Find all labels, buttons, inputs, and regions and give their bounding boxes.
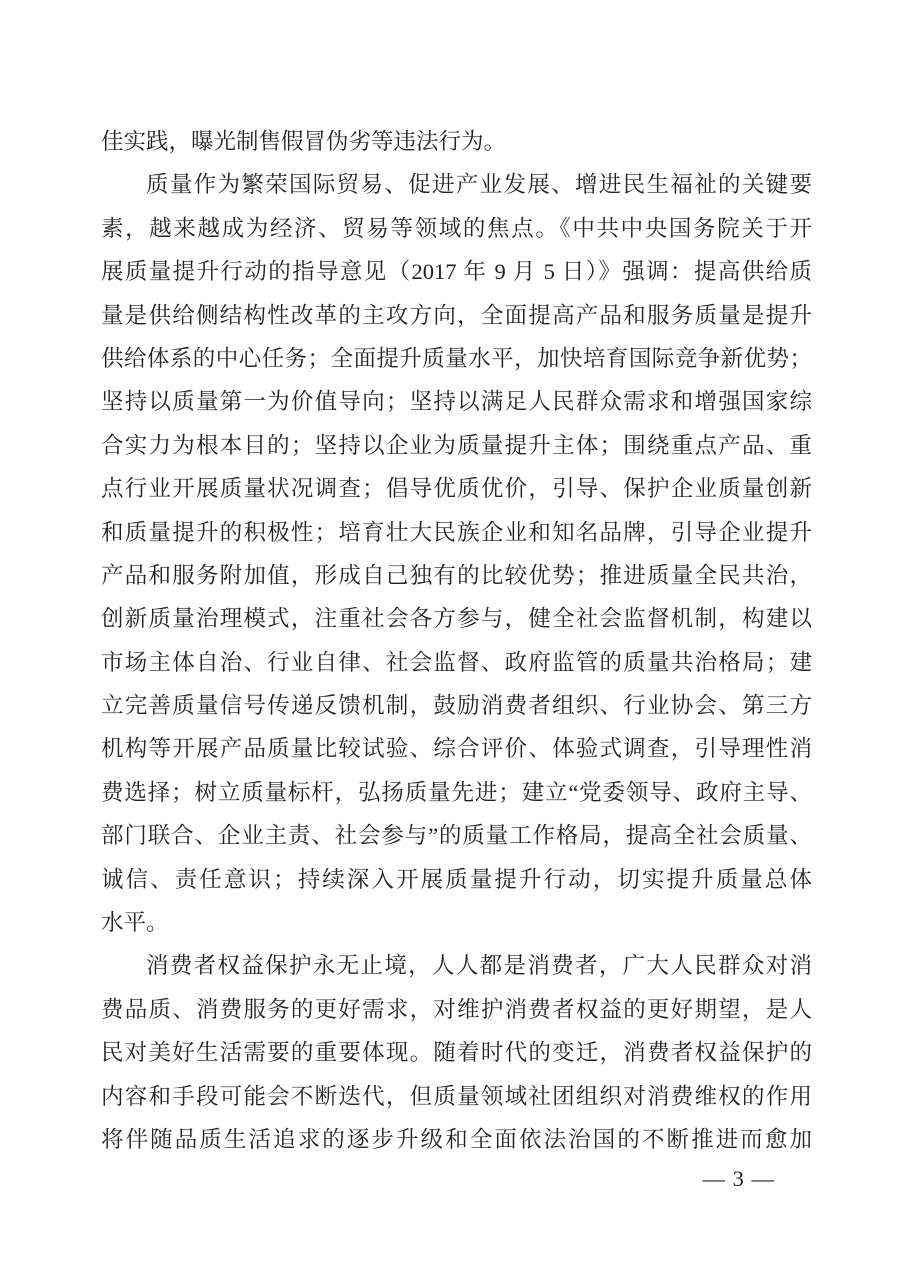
text-line: 部门联合、企业主责、社会参与”的质量工作格局，提高全社会质量、 (101, 823, 812, 849)
text-line: 量是供给侧结构性改革的主攻方向，全面提高产品和服务质量是提升 (101, 302, 812, 328)
text-line: 内容和手段可能会不断迭代，但质量领域社团组织对消费维权的作用 (101, 1083, 812, 1109)
text-line: 合实力为根本目的；坚持以企业为质量提升主体；围绕重点产品、重 (101, 432, 812, 458)
text-line: 机构等开展产品质量比较试验、综合评价、体验式调查，引导理性消 (101, 736, 812, 762)
text-line: 产品和服务附加值，形成自己独有的比较优势；推进质量全民共治， (101, 562, 812, 588)
text-line: 点行业开展质量状况调查；倡导优质优价，引导、保护企业质量创新 (101, 476, 812, 502)
text-line: 质量作为繁荣国际贸易、促进产业发展、增进民生福祉的关键要 (146, 172, 812, 198)
text-line: 创新质量治理模式，注重社会各方参与，健全社会监督机制，构建以 (101, 606, 812, 632)
text-line: 坚持以质量第一为价值导向；坚持以满足人民群众需求和增强国家综 (101, 389, 812, 415)
page-number: — 3 — (702, 1166, 775, 1191)
text-line: 消费者权益保护永无止境，人人都是消费者，广大人民群众对消 (146, 953, 812, 979)
text-line: 费品质、消费服务的更好需求，对维护消费者权益的更好期望，是人 (101, 996, 812, 1022)
text-line: 供给体系的中心任务；全面提升质量水平，加快培育国际竞争新优势； (101, 345, 812, 371)
text-line: 佳实践，曝光制售假冒伪劣等违法行为。 (101, 129, 507, 154)
text-line: 民对美好生活需要的重要体现。随着时代的变迁，消费者权益保护的 (101, 1040, 812, 1066)
text-line: 展质量提升行动的指导意见（2017 年 9 月 5 日）》强调：提高供给质 (101, 259, 812, 285)
text-line: 费选择；树立质量标杆，弘扬质量先进；建立“党委领导、政府主导、 (101, 779, 812, 805)
text-line: 水平。 (101, 910, 169, 936)
text-line: 市场主体自治、行业自律、社会监督、政府监管的质量共治格局；建 (101, 649, 812, 675)
text-line: 素，越来越成为经济、贸易等领域的焦点。《中共中央国务院关于开 (101, 215, 812, 241)
text-line: 和质量提升的积极性；培育壮大民族企业和知名品牌，引导企业提升 (101, 519, 812, 545)
text-line: 将伴随品质生活追求的逐步升级和全面依法治国的不断推进而愈加 (101, 1126, 812, 1152)
document-body (101, 120, 812, 1161)
text-line: 立完善质量信号传递反馈机制，鼓励消费者组织、行业协会、第三方 (101, 693, 812, 719)
text-line: 诚信、责任意识；持续深入开展质量提升行动，切实提升质量总体 (101, 866, 812, 892)
